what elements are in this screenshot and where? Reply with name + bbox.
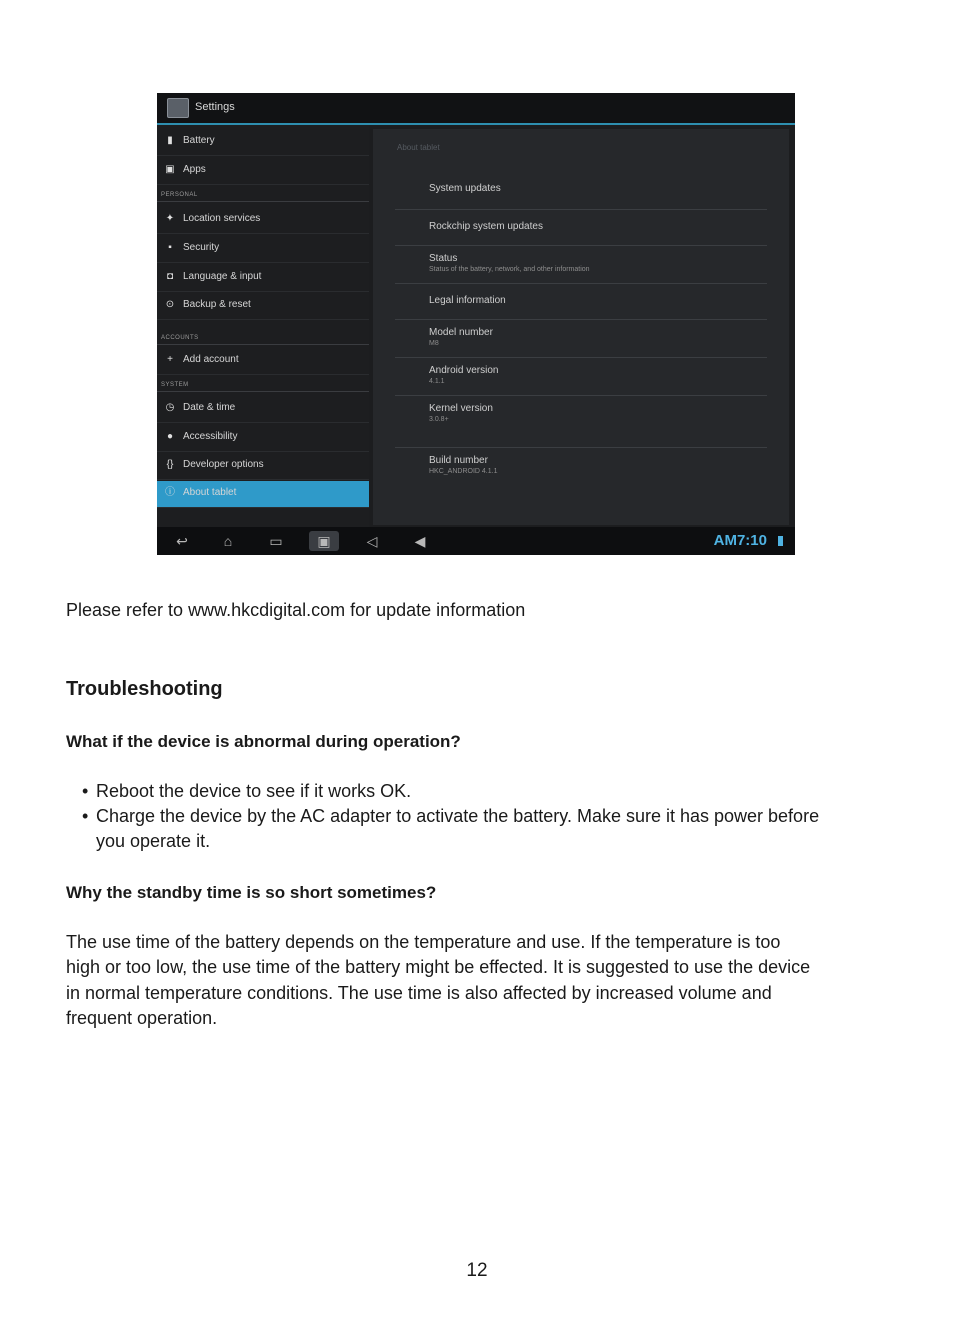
sidebar-header-personal: PERSONAL — [161, 192, 198, 198]
row-title: Build number — [429, 455, 488, 466]
bullet-dot-icon: • — [82, 806, 89, 826]
row-divider — [395, 357, 767, 358]
about-tablet-panel — [373, 129, 789, 525]
row-subtitle: M8 — [429, 340, 439, 347]
bullet-dot-icon: • — [82, 781, 89, 801]
sidebar-item-label: Developer options — [183, 459, 264, 470]
apps-icon: ▣ — [165, 164, 175, 175]
screenshot-icon[interactable]: ▣ — [309, 531, 339, 551]
navigation-bar — [157, 527, 795, 555]
sidebar-item-battery[interactable] — [157, 129, 369, 156]
sidebar-item-backup[interactable] — [157, 293, 369, 320]
row-build-number — [429, 455, 769, 475]
back-icon[interactable]: ↩ — [176, 533, 188, 549]
clock-icon: ◷ — [165, 402, 175, 413]
sidebar-item-label: Location services — [183, 213, 261, 224]
row-divider — [395, 209, 767, 210]
sidebar-item-label: Security — [183, 242, 220, 253]
sidebar-item-about-tablet[interactable] — [157, 481, 369, 508]
sidebar-item-label: About tablet — [183, 487, 237, 498]
row-divider — [395, 319, 767, 320]
row-subtitle: Status of the battery, network, and other information — [429, 266, 590, 273]
volume-up-icon[interactable]: ◀ — [414, 533, 426, 549]
row-legal[interactable] — [429, 295, 769, 306]
row-title: Legal information — [429, 295, 506, 306]
question-1: What if the device is abnormal during operation? — [66, 732, 461, 751]
row-divider — [395, 283, 767, 284]
volume-down-icon[interactable]: ◁ — [366, 533, 378, 549]
settings-icon — [167, 98, 189, 118]
sidebar-divider — [157, 201, 369, 202]
sidebar-item-label: Apps — [183, 164, 206, 175]
sidebar-item-label: Date & time — [183, 402, 236, 413]
accessibility-icon: ● — [166, 431, 174, 442]
answer-line: The use time of the battery depends on the temperature and use. If the temperature is too — [66, 932, 781, 952]
sidebar-item-location[interactable] — [157, 207, 369, 234]
sidebar-divider — [157, 344, 369, 345]
row-subtitle: 3.0.8+ — [429, 416, 449, 423]
refer-text: Please refer to www.hkcdigital.com for update information — [66, 600, 526, 620]
row-system-updates[interactable] — [429, 183, 769, 194]
sidebar-item-date-time[interactable] — [157, 396, 369, 423]
row-subtitle: 4.1.1 — [429, 378, 445, 385]
sidebar-item-label: Battery — [183, 135, 215, 146]
recent-apps-icon[interactable]: ▭ — [269, 533, 283, 549]
settings-screenshot — [157, 93, 795, 555]
sidebar-item-security[interactable] — [157, 236, 369, 263]
answer-line: frequent operation. — [66, 1008, 218, 1028]
bullet-item — [82, 804, 882, 830]
sidebar-header-accounts: ACCOUNTS — [161, 335, 199, 341]
row-status[interactable] — [429, 253, 769, 273]
sidebar-header-system: SYSTEM — [161, 382, 189, 388]
section-title: About tablet — [397, 143, 440, 152]
sidebar-item-label: Language & input — [183, 271, 262, 282]
row-title: Rockchip system updates — [429, 221, 543, 232]
sidebar-item-accessibility[interactable] — [157, 425, 369, 452]
page-number: 12 — [466, 1260, 488, 1281]
info-icon: ⓘ — [165, 487, 175, 498]
row-title: Model number — [429, 327, 493, 338]
row-subtitle: HKC_ANDROID 4.1.1 — [429, 468, 498, 475]
row-model-number — [429, 327, 769, 347]
row-divider — [395, 395, 767, 396]
sidebar-item-add-account[interactable] — [157, 348, 369, 375]
plus-icon: + — [167, 354, 173, 365]
row-divider — [395, 447, 767, 448]
row-title: Kernel version — [429, 403, 493, 414]
row-title: Status — [429, 253, 458, 264]
bullet-text: Charge the device by the AC adapter to activate the battery. Make sure it has power before — [96, 806, 820, 826]
backup-icon: ⊙ — [165, 299, 175, 310]
battery-icon: ▮ — [167, 135, 173, 146]
sidebar-item-developer[interactable] — [157, 453, 369, 480]
section-heading: Troubleshooting — [66, 678, 223, 700]
home-icon[interactable]: ⌂ — [223, 533, 233, 549]
lock-icon: ▪ — [168, 242, 172, 253]
answer-line: high or too low, the use time of the battery might be effected. It is suggested to use the device — [66, 957, 811, 977]
row-kernel-version — [429, 403, 769, 423]
answer-line: in normal temperature conditions. The use time is also affected by increased volume and — [66, 983, 772, 1003]
sidebar-item-language[interactable] — [157, 265, 369, 292]
battery-status-icon — [778, 536, 783, 546]
row-title: Android version — [429, 365, 499, 376]
row-divider — [395, 245, 767, 246]
bullet-continuation — [82, 829, 882, 855]
clock: AM7:10 — [713, 532, 767, 549]
sidebar-item-label: Backup & reset — [183, 299, 251, 310]
title-bar — [157, 93, 795, 125]
sidebar-item-apps[interactable] — [157, 158, 369, 185]
app-title: Settings — [195, 101, 235, 113]
bullet-item — [82, 779, 882, 805]
keyboard-icon: ◘ — [166, 271, 174, 282]
question-2: Why the standby time is so short sometimes? — [66, 883, 437, 902]
row-rockchip-updates[interactable] — [429, 221, 769, 232]
bullet-text: Reboot the device to see if it works OK. — [96, 781, 412, 801]
row-title: System updates — [429, 183, 501, 194]
sidebar-item-label: Add account — [183, 354, 239, 365]
row-android-version[interactable] — [429, 365, 769, 385]
bullet-text: you operate it. — [96, 831, 211, 851]
sidebar-divider — [157, 391, 369, 392]
location-icon: ✦ — [165, 213, 175, 224]
sidebar-item-label: Accessibility — [183, 431, 238, 442]
settings-sidebar — [157, 125, 369, 527]
braces-icon: {} — [166, 459, 174, 470]
